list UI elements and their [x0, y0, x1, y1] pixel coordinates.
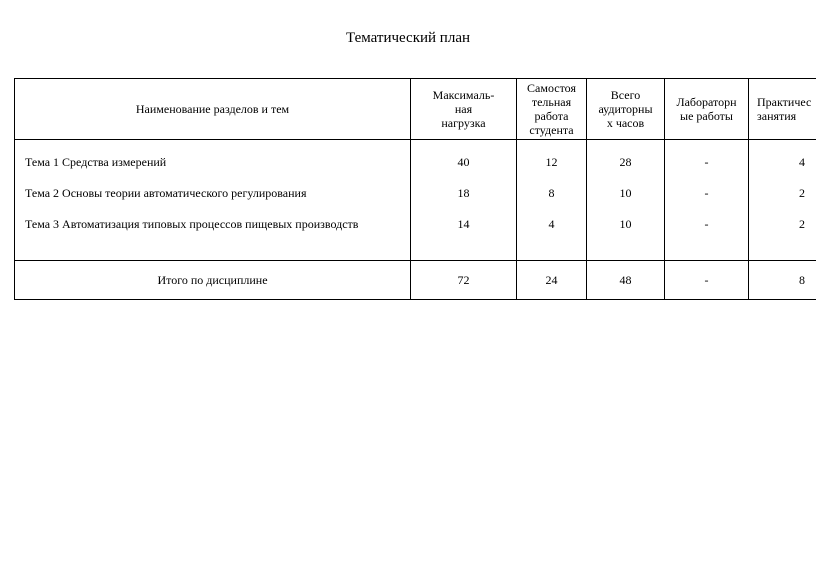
totals-self-study: 24 — [517, 261, 587, 300]
topic-practical: 2 — [799, 186, 805, 200]
header-line: работа — [534, 109, 569, 123]
topic-name: Тема 2 Основы теории автоматического регулирования — [25, 186, 307, 200]
header-line: Лабораторн — [676, 95, 737, 109]
topic-max-load: 18 — [457, 186, 470, 200]
thematic-plan-table — [14, 78, 816, 300]
header-topic-name — [15, 79, 411, 140]
totals-lab-works: - — [665, 261, 749, 300]
header-lab-works — [665, 79, 749, 140]
topic-name: Тема 3 Автоматизация типовых процессов пищевых производств — [25, 217, 359, 231]
page-title: Тематический план — [345, 30, 470, 46]
header-max-load — [411, 79, 517, 140]
header-line: занятия — [757, 109, 797, 123]
topic-lab-works: - — [704, 155, 709, 169]
header-line: Практичес — [757, 95, 812, 109]
topics-name-cell — [15, 140, 411, 261]
topic-classroom-hours: 28 — [619, 155, 632, 169]
table-header-row — [15, 79, 816, 140]
topics-self-cell — [517, 140, 587, 261]
table-totals-row — [15, 261, 816, 300]
header-practical — [749, 79, 816, 140]
topic-max-load: 40 — [457, 155, 470, 169]
table-topics-row — [15, 140, 816, 261]
totals-max-load: 72 — [411, 261, 517, 300]
header-self-study — [517, 79, 587, 140]
header-line: Всего — [610, 88, 641, 102]
header-line: х часов — [606, 116, 645, 130]
topic-self-study: 12 — [545, 155, 558, 169]
topics-total-cell — [587, 140, 665, 261]
header-line: тельная — [531, 95, 572, 109]
header-line: ная — [454, 102, 473, 116]
topics-lab-cell — [665, 140, 749, 261]
totals-label: Итого по дисциплине — [15, 261, 411, 300]
topic-classroom-hours: 10 — [619, 186, 632, 200]
header-line: Наименование разделов и тем — [135, 102, 290, 116]
topic-self-study: 4 — [548, 217, 555, 231]
thematic-plan-table-wrapper — [14, 78, 816, 301]
header-line: нагрузка — [441, 116, 486, 130]
topic-lab-works: - — [704, 186, 709, 200]
totals-practical: 8 — [749, 261, 816, 300]
topic-name: Тема 1 Средства измерений — [25, 155, 167, 169]
header-line: Максималь- — [432, 88, 495, 102]
topics-max-cell — [411, 140, 517, 261]
topic-self-study: 8 — [548, 186, 555, 200]
header-line: аудиторны — [598, 102, 653, 116]
topic-practical: 2 — [799, 217, 805, 231]
header-line: ые работы — [680, 109, 733, 123]
topic-classroom-hours: 10 — [619, 217, 632, 231]
topic-lab-works: - — [704, 217, 709, 231]
topic-practical: 4 — [799, 155, 805, 169]
totals-classroom-hours: 48 — [587, 261, 665, 300]
topics-practice-cell — [749, 140, 816, 261]
topic-max-load: 14 — [457, 217, 470, 231]
header-line: Самостоя — [527, 81, 576, 95]
header-classroom-hours — [587, 79, 665, 140]
header-line: студента — [529, 123, 574, 137]
